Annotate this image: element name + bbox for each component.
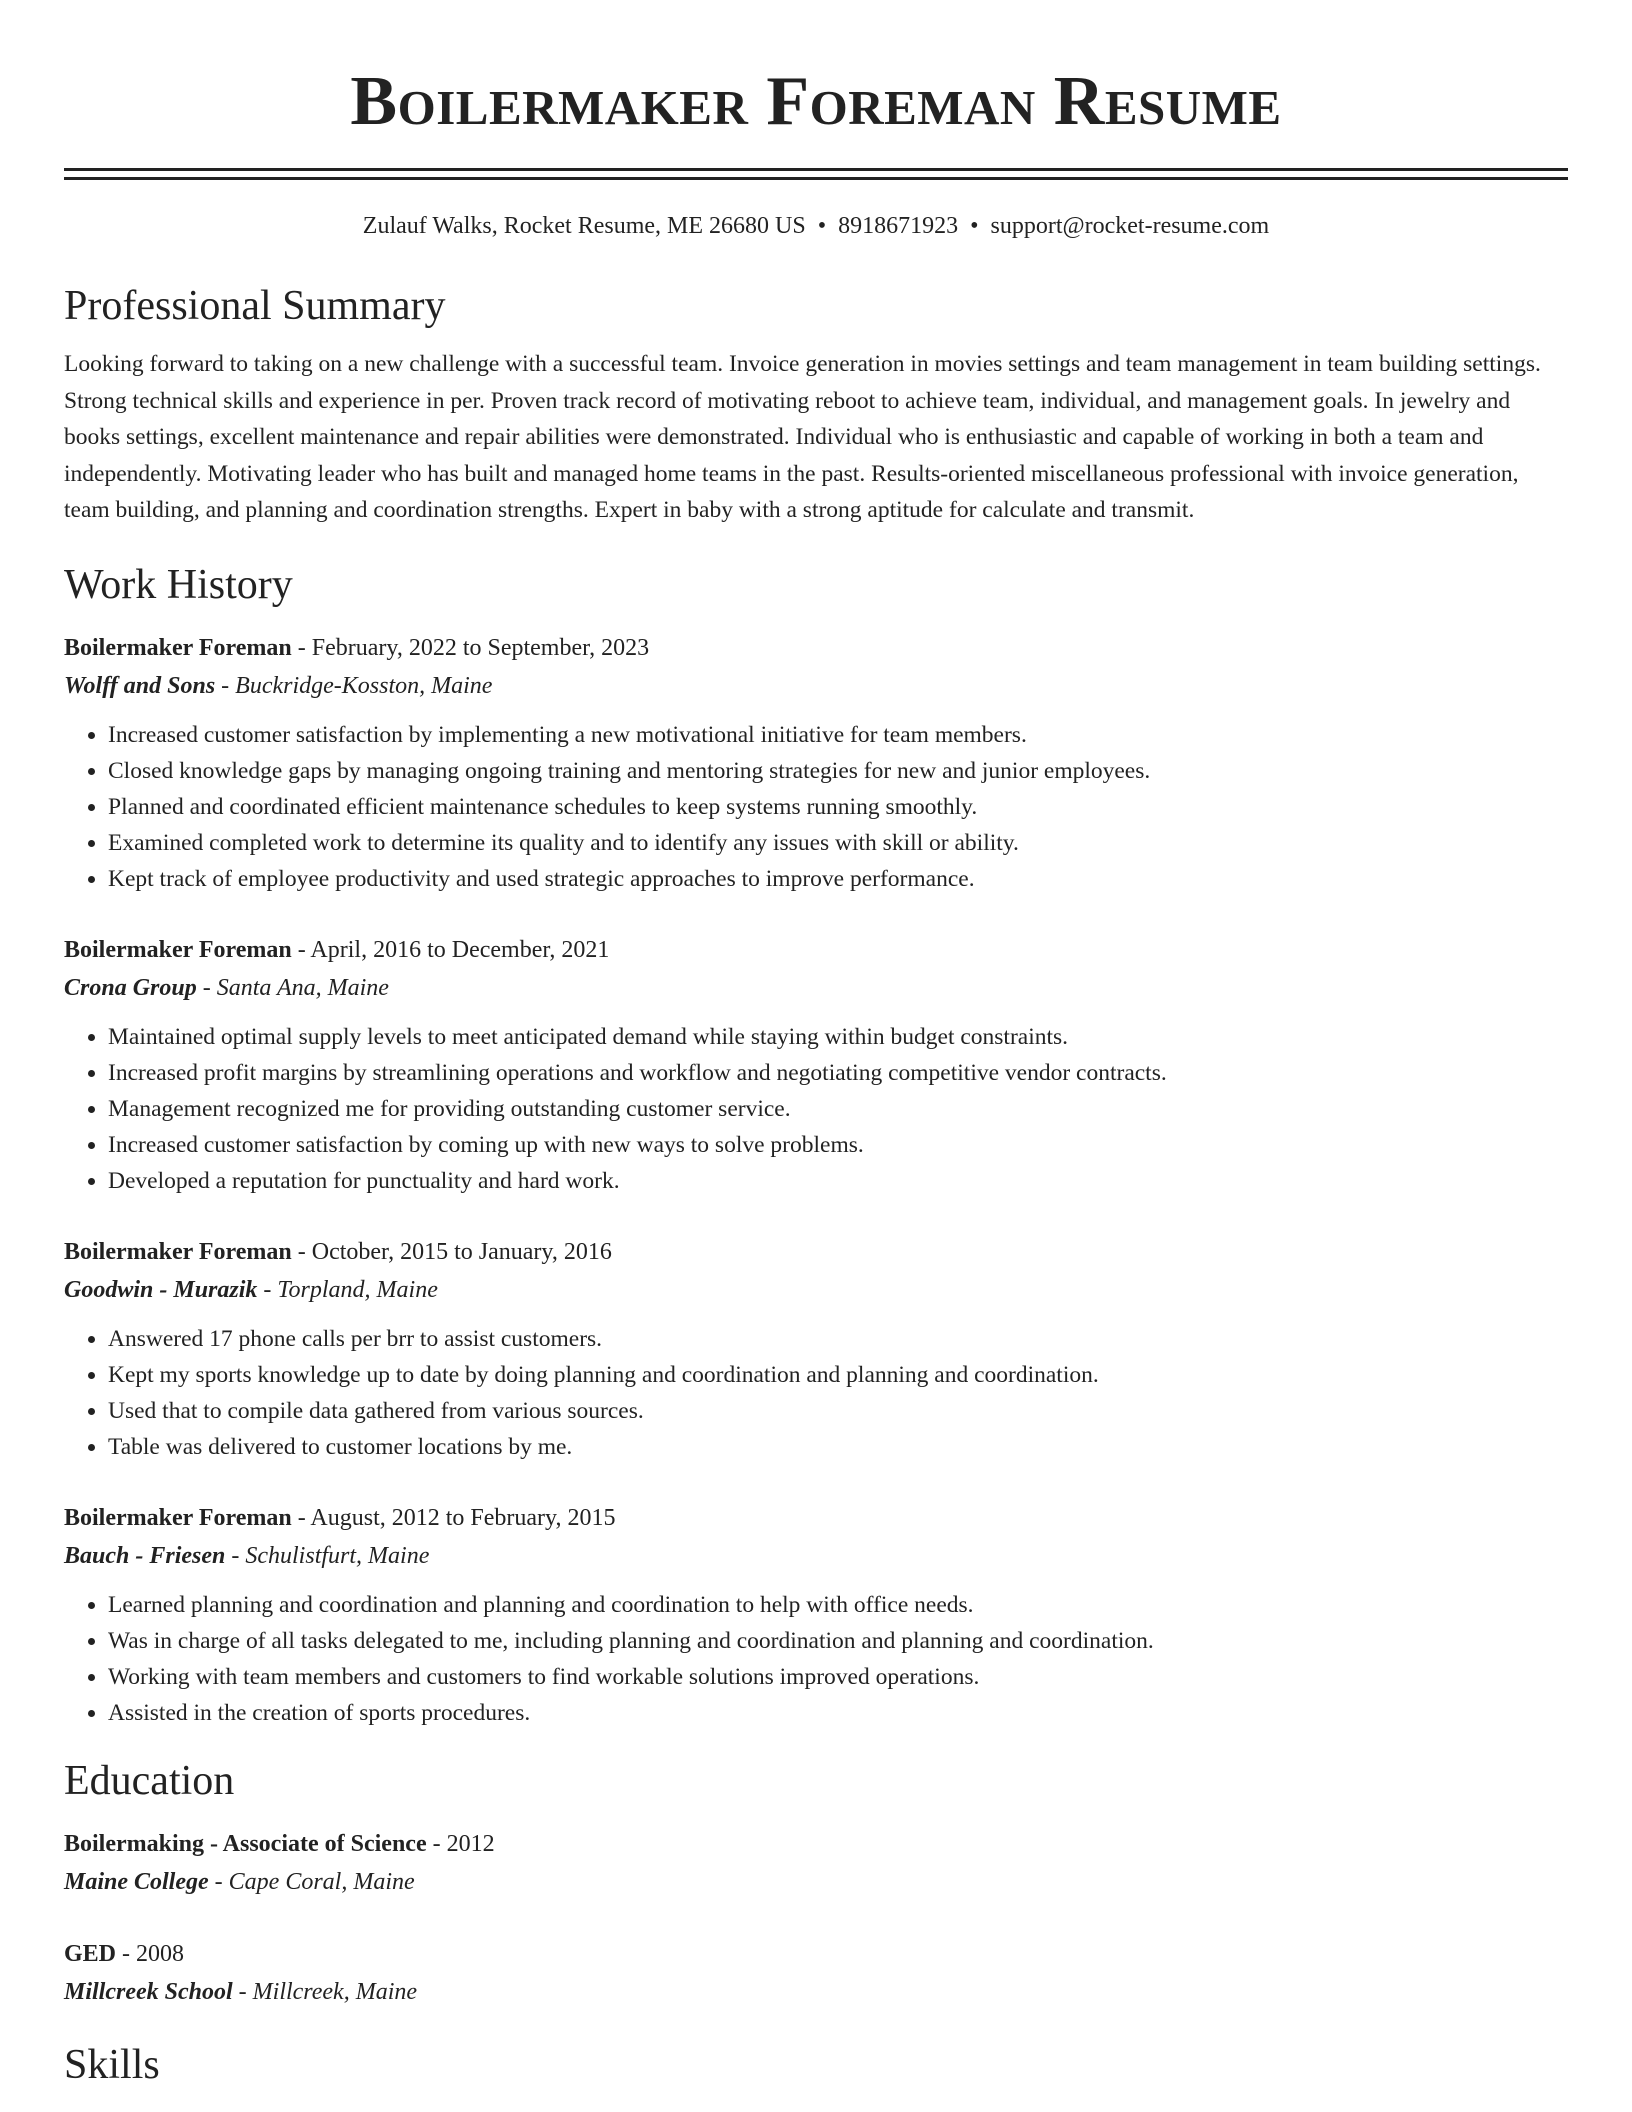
degree-line bbox=[64, 1935, 1568, 1973]
summary-text: Looking forward to taking on a new challenge with a successful team. Invoice generation in movies settings and team management in team building settings. Strong technical skills and experience in per. Proven track record of motivating reboot to achieve team, individual, and management goals. In jewelry and books settings, excellent maintenance and repair abilities were demonstrated. Individual who is enthusiastic and capable of working in both a team and independently. Motivating leader who has built and managed home teams in the past. Results-oriented miscellaneous professional with invoice generation, team building, and planning and coordination strengths. Expert in baby with a strong aptitude for calculate and transmit. bbox=[64, 351, 1541, 523]
company-line bbox=[64, 667, 1568, 705]
company-location: Santa Ana, Maine bbox=[216, 974, 389, 1001]
job-entry bbox=[64, 629, 1568, 897]
dash: - bbox=[291, 1238, 312, 1265]
degree-line bbox=[64, 1825, 1568, 1863]
contact-email: support@rocket-resume.com bbox=[990, 213, 1270, 239]
bullet-item: • Developed a reputation for punctuality and hard work. bbox=[108, 1163, 1568, 1199]
job-dates: August, 2012 to February, 2015 bbox=[310, 1504, 616, 1531]
education-entry bbox=[64, 1935, 1568, 2011]
bullet-item: • Increased profit margins by streamlining operations and workflow and negotiating competitive vendor contracts. bbox=[108, 1055, 1568, 1091]
bullet-item: • Answered 17 phone calls per brr to assist customers. bbox=[108, 1321, 1568, 1357]
title-divider bbox=[64, 168, 1568, 180]
bullet-item: • Table was delivered to customer locations by me. bbox=[108, 1429, 1568, 1465]
company-line bbox=[64, 1537, 1568, 1575]
contact-separator: • bbox=[817, 213, 827, 239]
contact-separator: • bbox=[970, 213, 979, 239]
education-entry bbox=[64, 1825, 1568, 1901]
dash: - bbox=[257, 1276, 278, 1303]
job-title: Boilermaker Foreman bbox=[64, 1504, 292, 1531]
dash: - bbox=[291, 936, 311, 963]
company-name: Wolff and Sons bbox=[64, 672, 216, 699]
job-bullets bbox=[64, 1587, 1568, 1731]
school-line bbox=[64, 1863, 1568, 1901]
bullet-item: • Maintained optimal supply levels to meet anticipated demand while staying within budget constraints. bbox=[108, 1019, 1568, 1055]
bullet-item: • Management recognized me for providing outstanding customer service. bbox=[108, 1091, 1568, 1127]
dash: - bbox=[291, 1504, 311, 1531]
bullet-item: • Was in charge of all tasks delegated to me, including planning and coordination and planning and coordination. bbox=[108, 1623, 1568, 1659]
job-bullets bbox=[64, 1019, 1568, 1199]
skills-heading: Skills bbox=[64, 2041, 160, 2088]
dash: - bbox=[116, 1940, 137, 1967]
school-location: Millcreek, Maine bbox=[252, 1978, 418, 2005]
job-title: Boilermaker Foreman bbox=[64, 936, 292, 963]
dash: - bbox=[225, 1542, 246, 1569]
job-entry bbox=[64, 931, 1568, 1199]
job-entry bbox=[64, 1499, 1568, 1731]
bullet-item: • Working with team members and customers to find workable solutions improved operations. bbox=[108, 1659, 1568, 1695]
job-dates: April, 2016 to December, 2021 bbox=[310, 936, 610, 963]
company-location: Buckridge-Kosston, Maine bbox=[235, 672, 493, 699]
resume-page bbox=[64, 0, 1568, 2091]
dash: - bbox=[232, 1978, 253, 2005]
bullet-item: • Planned and coordinated efficient maintenance schedules to keep systems running smoothly. bbox=[108, 789, 1568, 825]
job-title: Boilermaker Foreman bbox=[64, 634, 292, 661]
job-title-line bbox=[64, 1499, 1568, 1537]
education-heading: Education bbox=[64, 1757, 235, 1804]
bullet-item: • Increased customer satisfaction by implementing a new motivational initiative for team members. bbox=[108, 717, 1568, 753]
company-location: Schulistfurt, Maine bbox=[245, 1542, 430, 1569]
resume-title: Boilermaker Foreman Resume bbox=[350, 63, 1282, 140]
job-entry bbox=[64, 1233, 1568, 1465]
bullet-item: • Used that to compile data gathered from various sources. bbox=[108, 1393, 1568, 1429]
bullet-item: • Increased customer satisfaction by coming up with new ways to solve problems. bbox=[108, 1127, 1568, 1163]
company-line bbox=[64, 1271, 1568, 1309]
job-dates: February, 2022 to September, 2023 bbox=[311, 634, 650, 661]
job-title-line bbox=[64, 1233, 1568, 1271]
bullet-item: • Examined completed work to determine its quality and to identify any issues with skill or ability. bbox=[108, 825, 1568, 861]
company-line bbox=[64, 969, 1568, 1007]
job-dates: October, 2015 to January, 2016 bbox=[311, 1238, 612, 1265]
work-history-heading: Work History bbox=[64, 561, 293, 608]
company-name: Bauch - Friesen bbox=[64, 1542, 226, 1569]
dash: - bbox=[426, 1830, 447, 1857]
company-name: Goodwin - Murazik bbox=[64, 1276, 258, 1303]
graduation-year: 2008 bbox=[136, 1940, 185, 1967]
job-title: Boilermaker Foreman bbox=[64, 1238, 292, 1265]
bullet-item: • Kept track of employee productivity and used strategic approaches to improve performance. bbox=[108, 861, 1568, 897]
school-name: Millcreek School bbox=[64, 1978, 233, 2005]
graduation-year: 2012 bbox=[446, 1830, 495, 1857]
summary-heading: Professional Summary bbox=[64, 283, 446, 329]
job-title-line bbox=[64, 629, 1568, 667]
bullet-item: • Kept my sports knowledge up to date by doing planning and coordination and planning and coordination. bbox=[108, 1357, 1568, 1393]
degree: GED bbox=[64, 1940, 117, 1967]
contact-phone: 8918671923 bbox=[838, 213, 959, 239]
degree: Boilermaking - Associate of Science bbox=[64, 1830, 427, 1857]
dash: - bbox=[215, 672, 236, 699]
job-bullets bbox=[64, 1321, 1568, 1465]
bullet-item: • Learned planning and coordination and planning and coordination to help with office needs. bbox=[108, 1587, 1568, 1623]
school-name: Maine College bbox=[64, 1868, 209, 1895]
job-bullets bbox=[64, 717, 1568, 897]
job-title-line bbox=[64, 931, 1568, 969]
dash: - bbox=[291, 634, 312, 661]
contact-address: Zulauf Walks, Rocket Resume, ME 26680 US bbox=[362, 213, 806, 239]
school-location: Cape Coral, Maine bbox=[228, 1868, 415, 1895]
dash: - bbox=[196, 974, 217, 1001]
dash: - bbox=[208, 1868, 229, 1895]
contact-line bbox=[64, 210, 1568, 242]
company-name: Crona Group bbox=[64, 974, 197, 1001]
bullet-item: • Closed knowledge gaps by managing ongoing training and mentoring strategies for new and junior employees. bbox=[108, 753, 1568, 789]
bullet-item: • Assisted in the creation of sports procedures. bbox=[108, 1695, 1568, 1731]
company-location: Torpland, Maine bbox=[277, 1276, 438, 1303]
school-line bbox=[64, 1973, 1568, 2011]
